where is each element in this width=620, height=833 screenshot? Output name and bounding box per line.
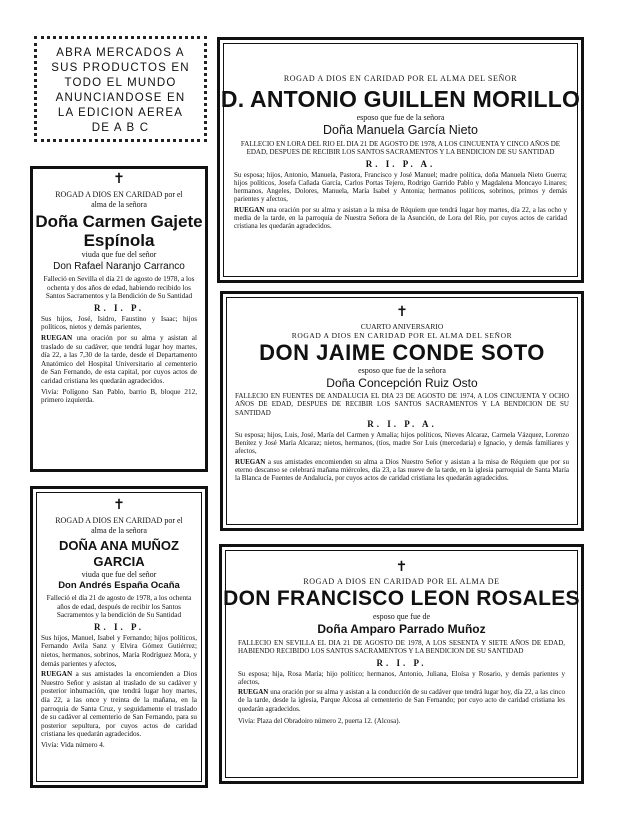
widow-label: viuda que fue del señor <box>81 250 157 259</box>
ruegan-text: una oración por su alma y asistan a la conducción de su cadáver que tendrá lugar hoy, día 22, a las cinco de la tarde, desde la iglesia, Parque Alcosa al cementerio de San Fernando; por cuyo acto de caridad cristiana les quedarán agradecidos. <box>238 688 565 713</box>
deceased-name: Doña Carmen Gajete <box>35 212 203 231</box>
obituary-francisco-leon <box>219 544 584 784</box>
cross-icon: ✝ <box>395 560 408 575</box>
spouse-label: esposo que fue de la señora <box>358 366 446 375</box>
ruegan-label: RUEGAN <box>41 670 73 679</box>
death-notice: Falleció en Sevilla el día 21 de agosto de 1978, a los ochenta y dos años de edad, habiendo recibido los Santos Sacramentos y la Bendición de Su Santidad <box>43 275 195 301</box>
ruegan-text: a sus amistades la encomienden a Dios Nuestro Señor y asistan al traslado de su cadáver y posterior inhumación, que tendrá lugar hoy martes, día 22, a las once y treinta de la mañana, en la parroquia de Santa Cruz, y seguidamente el traslado de su cadáver al cementerio de San Fernando, para su posterior sepultura, por cuyos actos de caridad cristiana les quedarán agradecidos. <box>41 670 197 739</box>
deceased-name-line2: Espínola <box>83 231 155 250</box>
spouse-name: Don Rafael Naranjo Carranco <box>53 261 185 272</box>
ad-line: ANUNCIANDOSE EN <box>55 92 186 104</box>
family-list: Su esposa; hija, Rosa María; hijo político; hermanos, Antonio, Juliana, Eloísa y Rosario, y demás parientes y afectos, <box>238 669 565 686</box>
ad-text <box>41 46 200 136</box>
death-notice: FALLECIO EN SEVILLA EL DIA 21 DE AGOSTO DE 1978, A LOS SESENTA Y SIETE AÑOS DE EDAD, HABIENDO RECIBIDO LOS SANTOS SACRAMENTOS Y LA BENDICION DE SU SANTIDAD <box>238 639 565 656</box>
death-notice: Falleció el día 21 de agosto de 1978, a los ochenta años de edad, después de recibir los Santos Sacramentos y la bendición de Su Santidad <box>46 594 192 620</box>
obituary-antonio-guillen <box>217 37 584 283</box>
obituary-intro: ROGAD A DIOS EN CARIDAD por el alma de la señora <box>55 190 183 209</box>
obituary-ana-munoz <box>30 486 208 788</box>
cross-icon: ✝ <box>113 498 125 513</box>
spouse-name: Don Andrés España Ocaña <box>58 580 180 591</box>
request-paragraph <box>235 458 569 483</box>
ruegan-label: RUEGAN <box>41 333 73 342</box>
ruegan-text: a sus amistades encomienden su alma a Dios Nuestro Señor y asistan a la misa de Réquiem que por su eterno descanso se celebrará mañana miércoles, día 23, a las nueve de la tarde, en la iglesia parroquial de Santa María la Blanca de Fuentes de Andalucía, por cuyos actos de caridad cristiana les quedarán agradecidos. <box>235 457 569 483</box>
spouse-name: Doña Manuela García Nieto <box>323 123 478 137</box>
ripa-mark: R. I. P. A. <box>367 418 437 429</box>
family-list: Sus hijos, José, Isidro, Faustino y Isaac; hijos políticos, nietos y demás parientes, <box>41 314 197 332</box>
request-paragraph <box>234 206 567 231</box>
family-list: Sus hijos, Manuel, Isabel y Fernando; hijos políticos, Fernando Avila Sanz y Elvira Gómez Gutiérrez; nietos, hermanos, sobrinos, María Rodríguez Mora, y demás parientes y afectos, <box>41 633 197 668</box>
ruegan-label: RUEGAN <box>235 457 266 466</box>
spouse-label: esposo que fue de la señora <box>356 113 445 122</box>
obituary-intro: ROGAD A DIOS EN CARIDAD POR EL ALMA DE <box>303 577 500 586</box>
ad-line: LA EDICION AEREA <box>57 107 184 119</box>
ad-line: SUS PRODUCTOS EN <box>51 62 190 74</box>
ruegan-text: una oración por su alma y asistan al traslado de su cadáver, que tendrá lugar hoy martes, día 22, a las 7,30 de la tarde, desde el Departamento Anatómico del Hospital Universitario al cementerio de San Fernando, de esta capital, por cuyos actos de caridad cristiana les quedarán agradecidos. <box>41 333 197 385</box>
ripa-mark: R. I. P. A. <box>365 158 436 169</box>
ripa-mark: R. I. P. <box>376 657 427 668</box>
spouse-label: esposo que fue de <box>372 612 431 621</box>
obituary-jaime-conde <box>220 291 584 531</box>
obituary-carmen-gajete <box>30 166 208 472</box>
ad-line: ABRA MERCADOS A <box>56 47 185 59</box>
widow-label: viuda que fue del señor <box>81 570 157 579</box>
ripa-mark: R. I. P. <box>94 621 144 632</box>
ad-line: DE A B C <box>91 122 150 134</box>
ruegan-label: RUEGAN <box>234 205 265 214</box>
anniversary-label: CUARTO ANIVERSARIO <box>360 322 444 331</box>
request-paragraph <box>41 670 197 739</box>
obituary-intro: ROGAD A DIOS EN CARIDAD por el alma de la señora <box>55 516 183 535</box>
address: Vivía: Vida número 4. <box>41 740 105 749</box>
address: Vivía: Plaza del Obradoiro número 2, puerta 12. (Alcosa). <box>238 717 401 726</box>
ripa-mark: R. I. P. <box>94 302 144 313</box>
address: Vivía: Polígono San Pablo, barrio B, bloque 212, primero izquierda. <box>41 387 197 405</box>
ruegan-text: una oración por su alma y asistan a la misa de Réquiem que tendrá lugar hoy martes, día 22, a las ocho y media de la tarde, en la parroquia de Nuestra Señora de la Asunción, de Lora del Río, por cuyos actos de caridad cristiana les quedarán agradecidos. <box>234 205 568 231</box>
death-notice: FALLECIO EN LORA DEL RIO EL DIA 21 DE AGOSTO DE 1978, A LOS CINCUENTA Y CINCO AÑOS DE EDAD, DESPUES DE RECIBIR LOS SANTOS SACRAMENTOS Y LA BENDICION DE SU SANTIDAD <box>240 140 561 157</box>
cross-icon: ✝ <box>396 305 408 320</box>
obituary-intro: ROGAD A DIOS EN CARIDAD POR EL ALMA DEL SEÑOR <box>291 331 513 340</box>
deceased-name: DON FRANCISCO LEON ROSALES <box>223 587 580 610</box>
deceased-name: D. ANTONIO GUILLEN MORILLO <box>220 86 581 112</box>
advertisement-box <box>34 36 207 142</box>
family-list: Su esposa; hijos, Antonio, Manuela, Pastora, Francisco y José Manuel; madre política, doña Manuela Nieto Guerra; hijos políticos, Josefa Cañada García, Carlos Portas Tejero, Rodrigo Garrido Pablo y Magdalena Moncayo Linares; hermanos, Angeles, Dolores, Manuela, María Isabel y Antonia; hermanos políticos, sobrinos, primos y demás parientes y afectos, <box>234 170 567 204</box>
obituary-intro: ROGAD A DIOS EN CARIDAD POR EL ALMA DEL SEÑOR <box>283 74 518 83</box>
request-paragraph <box>238 688 565 713</box>
death-notice: FALLECIO EN FUENTES DE ANDALUCIA EL DIA 23 DE AGOSTO DE 1974, A LOS CINCUENTA Y OCHO AÑOS DE EDAD, DESPUES DE RECIBIR LOS SANTOS SACRAMENTOS Y LA BENDICION DE SU SANTIDAD <box>235 392 569 417</box>
spouse-name: Doña Amparo Parrado Muñoz <box>317 622 486 636</box>
deceased-name: DOÑA ANA MUÑOZ GARCIA <box>59 538 179 569</box>
ad-line: TODO EL MUNDO <box>64 77 177 89</box>
family-list: Su esposa; hijos, Luis, José, María del Carmen y Amalia; hijos políticos, Nieves Alcaraz, Carmela Vázquez, Lorenzo Benítez y José María Alcaraz; nietos, hermanos, (tíos, madre Sor Luis (mercedaria) e Ignacio, y demás familiares y afectos, <box>235 430 569 456</box>
spouse-name: Doña Concepción Ruiz Osto <box>326 376 478 390</box>
request-paragraph <box>41 334 197 386</box>
ruegan-label: RUEGAN <box>238 688 269 697</box>
cross-icon: ✝ <box>113 172 125 187</box>
deceased-name: DON JAIME CONDE SOTO <box>259 340 545 365</box>
